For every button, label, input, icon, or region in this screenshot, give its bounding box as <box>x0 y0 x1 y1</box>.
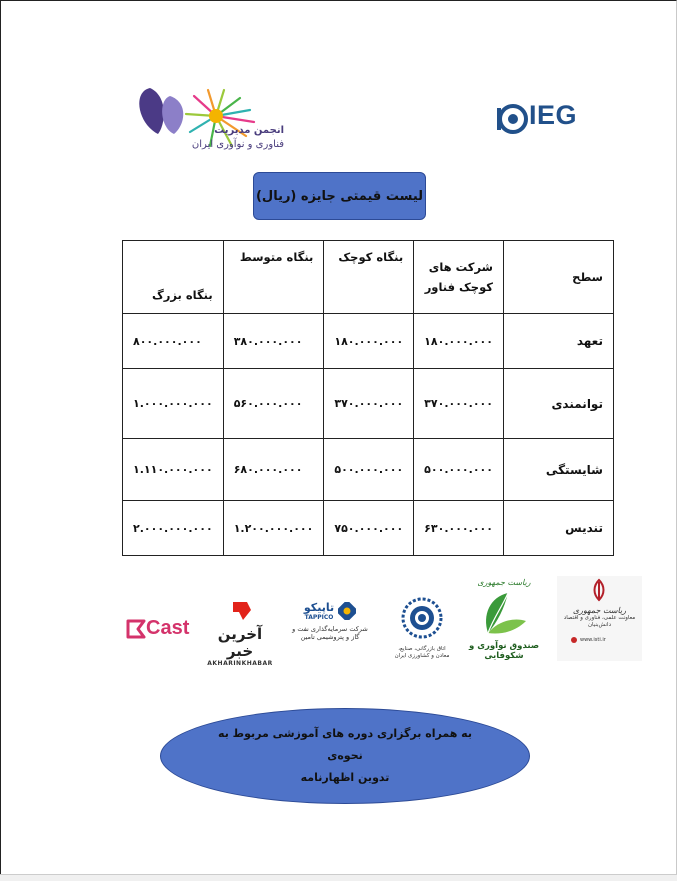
cell-value: ۶۳۰.۰۰۰.۰۰۰ <box>414 501 504 556</box>
cell-value: ۳۷۰.۰۰۰.۰۰۰ <box>324 369 414 439</box>
cell-value: ۶۸۰.۰۰۰.۰۰۰ <box>223 439 324 501</box>
ieg-emblem-icon <box>495 102 529 136</box>
header-medium: بنگاه متوسط <box>223 241 324 314</box>
riasat-title: ریاست جمهوری <box>572 606 627 615</box>
header-small-tech: شرکت های کوچک فناور <box>414 241 504 314</box>
akharin-en-text: AKHARINKHABAR <box>207 660 273 667</box>
cell-value: ۲.۰۰۰.۰۰۰.۰۰۰ <box>123 501 224 556</box>
cell-value: ۱.۲۰۰.۰۰۰.۰۰۰ <box>223 501 324 556</box>
anjoman-logo <box>88 84 284 164</box>
tappico-logo <box>290 601 370 659</box>
sandoq-bottom-text: صندوق نوآوری و شکوفایی <box>468 641 540 661</box>
cell-value: ۳۸۰.۰۰۰.۰۰۰ <box>223 314 324 369</box>
ieg-wordmark: IEG <box>529 100 578 130</box>
otaq-text: اتاق بازرگانی، صنایع، معادن و کشاورزی ایران <box>394 646 450 659</box>
anjoman-text <box>184 124 284 152</box>
cell-value: ۵۰۰.۰۰۰.۰۰۰ <box>324 439 414 501</box>
riasat-jomhoori-logo <box>557 576 642 661</box>
cell-value: ۵۶۰.۰۰۰.۰۰۰ <box>223 369 324 439</box>
page-title: لیست قیمتی جایزه (ریال) <box>255 188 424 204</box>
table-row <box>123 501 614 556</box>
cell-value: ۱.۰۰۰.۰۰۰.۰۰۰ <box>123 369 224 439</box>
tappico-fa-text: تاپیکو <box>303 601 335 614</box>
price-table <box>122 240 614 556</box>
akharin-fa-text: آخرین خبر <box>217 625 263 660</box>
tappico-emblem-icon <box>338 602 356 620</box>
header-level: سطح <box>503 241 613 314</box>
row-level: تعهد <box>503 314 613 369</box>
row-level: شایستگی <box>503 439 613 501</box>
footer-note <box>215 723 475 789</box>
riasat-subtitle: معاونت علمی، فناوری و اقتصاد دانش‌بنیان <box>563 615 636 628</box>
header-large: بنگاه بزرگ <box>123 241 224 314</box>
cell-value: ۱۸۰.۰۰۰.۰۰۰ <box>324 314 414 369</box>
footer-note-line2: تدوین اظهارنامه <box>300 771 390 784</box>
cell-value: ۱۸۰.۰۰۰.۰۰۰ <box>414 314 504 369</box>
footer-note-line1: به همراه برگزاری دوره های آموزشی مربوط به نحوه‌ی <box>218 727 472 762</box>
cell-value: ۳۷۰.۰۰۰.۰۰۰ <box>414 369 504 439</box>
anjoman-line2: فناوری و نوآوری ایران <box>191 139 284 150</box>
tappico-desc-text: شرکت سرمایه‌گذاری نفت و گاز و پتروشیمی تامین <box>292 625 368 641</box>
otaq-bazargani-logo <box>392 596 452 666</box>
iran-emblem-icon <box>557 576 642 602</box>
ieg-logo <box>495 100 587 136</box>
akharin-khabar-logo <box>205 602 275 667</box>
sandoq-leaf-icon <box>468 587 540 637</box>
cell-value: ۸۰۰.۰۰۰.۰۰۰ <box>123 314 224 369</box>
riasat-url: www.isti.ir <box>580 637 606 643</box>
tappico-en-text: TAPPICO <box>304 614 334 621</box>
sandoq-top-text: ریاست جمهوری <box>477 578 531 587</box>
table-row <box>123 439 614 501</box>
table-row <box>123 369 614 439</box>
riasat-red-dot-icon <box>571 637 577 643</box>
title-box <box>253 172 426 220</box>
sandoq-noavari-logo <box>468 578 540 674</box>
cast-logo <box>124 615 194 643</box>
cell-value: ۷۵۰.۰۰۰.۰۰۰ <box>324 501 414 556</box>
table-row <box>123 314 614 369</box>
table-header-row <box>123 241 614 314</box>
cell-value: ۱.۱۱۰.۰۰۰.۰۰۰ <box>123 439 224 501</box>
footer-ellipse <box>160 708 530 804</box>
anjoman-line1: انجمن مدیریت <box>214 125 284 136</box>
otaq-emblem-icon <box>392 596 452 642</box>
row-level: توانمندی <box>503 369 613 439</box>
header-small: بنگاه کوچک <box>324 241 414 314</box>
page-bottom-edge <box>0 874 677 881</box>
cast-wordmark: Cast <box>146 617 190 639</box>
row-level: تندیس <box>503 501 613 556</box>
cell-value: ۵۰۰.۰۰۰.۰۰۰ <box>414 439 504 501</box>
akharin-khabar-icon <box>205 602 275 622</box>
